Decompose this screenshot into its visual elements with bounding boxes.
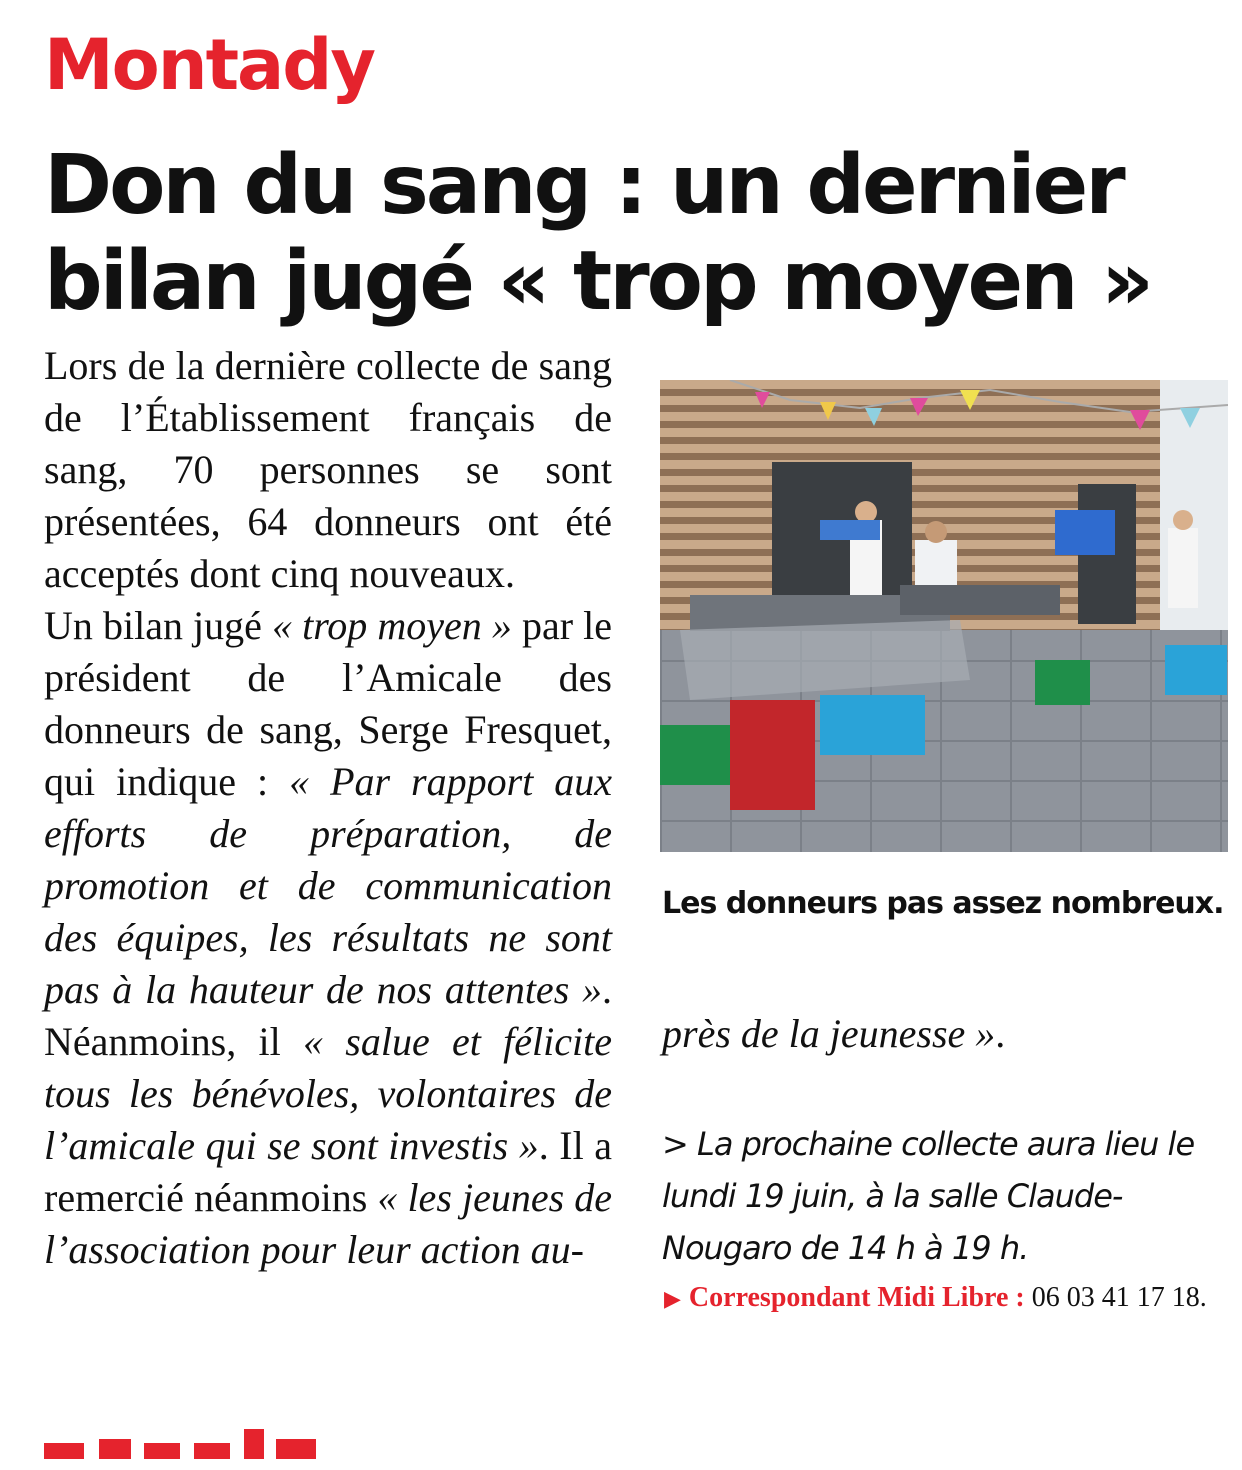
article-headline: Don du sang : un dernier bilan jugé « trop moyen » xyxy=(44,138,1151,329)
triangle-arrow-icon: ▶ xyxy=(664,1286,681,1311)
correspondent-label: Correspondant Midi Libre : xyxy=(688,1282,1025,1313)
correspondent-contact xyxy=(664,1280,1234,1317)
body-text: par le président de l’Amicale des donneurs de sang, Serge Fresquet, qui indique : xyxy=(44,603,612,804)
body-paragraph-2 xyxy=(44,600,612,1276)
body-paragraph-1: Lors de la dernière collecte de sang de l’Établissement français de sang, 70 personnes se sont présentées, 64 donneurs ont été acceptés dont cinq nouveaux. xyxy=(44,343,612,596)
body-quote: près de la jeunesse » xyxy=(662,1011,996,1056)
article-body-left xyxy=(44,340,612,1276)
photo-caption: Les donneurs pas assez nombreux. xyxy=(662,886,1224,921)
body-quote: « salue et félicite tous les bénévoles, volontaires de l’amicale qui se sont investis » xyxy=(44,1019,612,1168)
body-quote: « Par rapport aux efforts de préparation, de promotion et de communication des équipes, les résultats ne sont pas à la hauteur de nos attentes » xyxy=(44,759,613,1012)
body-text: . Il a remercié néanmoins xyxy=(44,1123,612,1220)
body-quote: « les jeunes de l’association pour leur action au- xyxy=(44,1175,612,1272)
body-text: . xyxy=(995,1011,1006,1056)
correspondent-phone: 06 03 41 17 18. xyxy=(1031,1282,1207,1313)
body-text: . Néanmoins, il xyxy=(44,967,612,1064)
article-body-continuation xyxy=(662,1008,1232,1060)
next-section-kicker-cropped xyxy=(44,1400,344,1470)
section-kicker: Montady xyxy=(44,24,375,106)
article-photo xyxy=(660,380,1228,852)
body-text: Un bilan jugé xyxy=(44,603,273,648)
body-quote: « trop moyen » xyxy=(272,603,512,648)
info-note: > La prochaine collecte aura lieu le lundi 19 juin, à la salle Claude-Nougaro de 14 h à 19 h. xyxy=(662,1125,1195,1267)
